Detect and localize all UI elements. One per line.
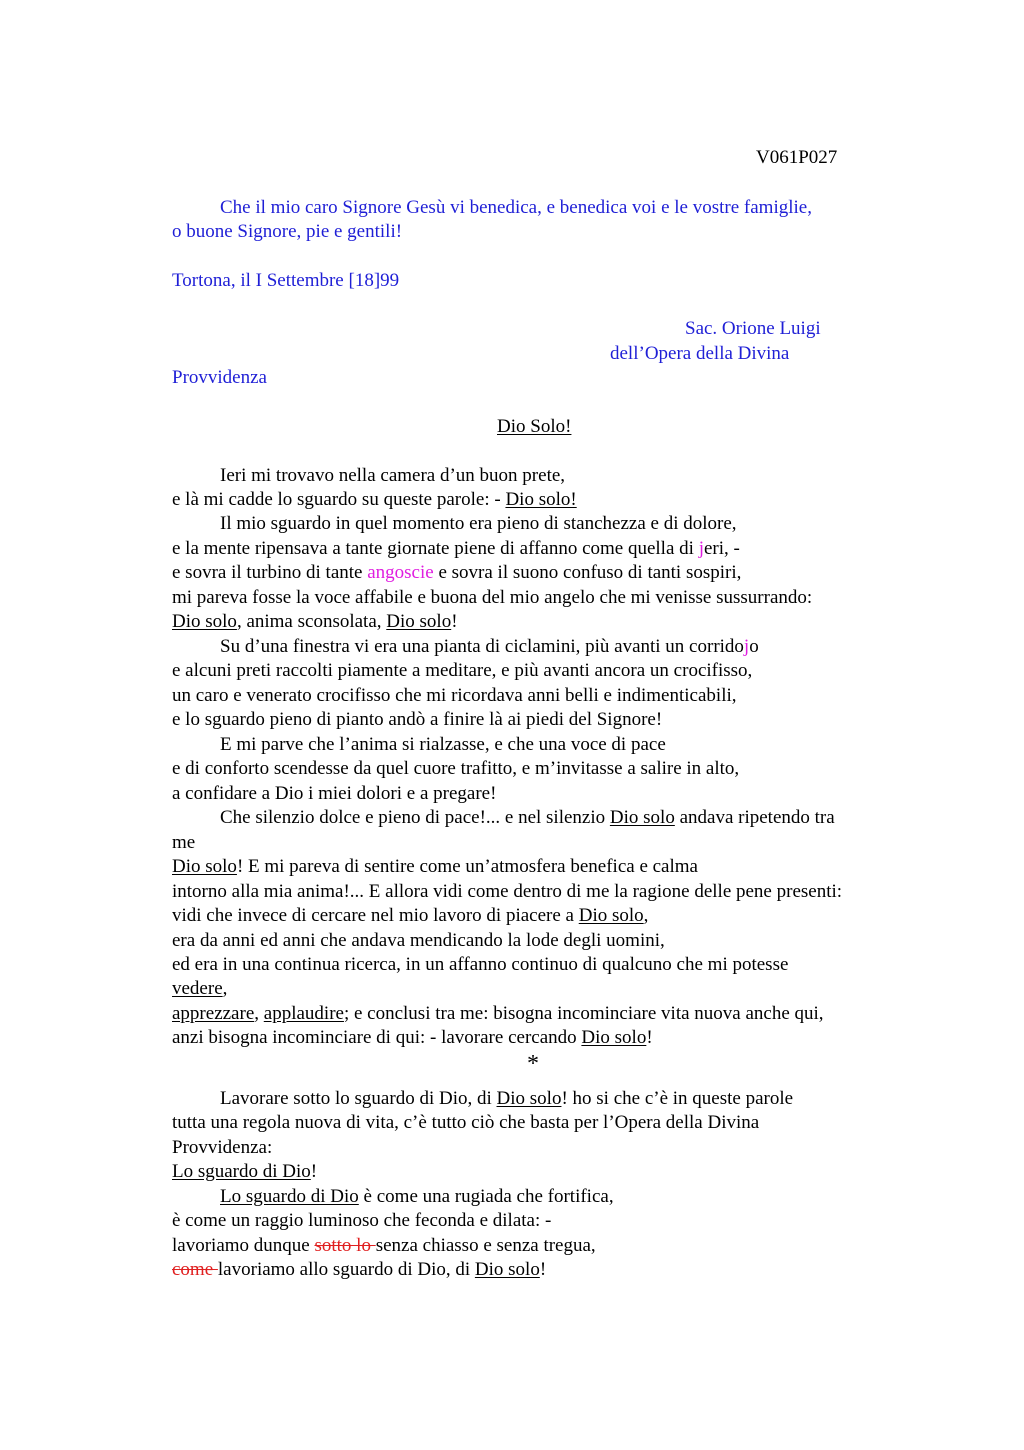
body-line: tutta una regola nuova di vita, c’è tutto ciò che basta per l’Opera della Divina <box>172 1112 760 1133</box>
signature-line-2: dell’Opera della Divina <box>610 343 790 364</box>
body-line: Il mio sguardo in quel momento era pieno di stanchezza e di dolore, <box>220 513 737 534</box>
body-line: Dio solo, anima sconsolata, Dio solo! <box>172 611 458 632</box>
document-id: V061P027 <box>756 147 838 168</box>
body-line: lavoriamo dunque sotto lo senza chiasso e senza tregua, <box>172 1235 596 1256</box>
dateline <box>172 269 399 293</box>
body-line: e lo sguardo pieno di pianto andò a finire là ai piedi del Signore! <box>172 709 663 730</box>
body-line: e alcuni preti raccolti piamente a meditare, e più avanti ancora un crocifisso, <box>172 660 753 681</box>
signature-line-1: Sac. Orione Luigi <box>685 318 821 339</box>
body-line: vedere, <box>172 978 228 999</box>
body-line: era da anni ed anni che andava mendicando la lode degli uomini, <box>172 930 665 951</box>
body-line: me <box>172 832 196 853</box>
body-line: E mi parve che l’anima si rialzasse, e che una voce di pace <box>220 734 666 755</box>
body-line: mi pareva fosse la voce affabile e buona del mio angelo che mi venisse sussurrando: <box>172 587 813 608</box>
body-line: Lo sguardo di Dio è come una rugiada che fortifica, <box>220 1186 614 1207</box>
body-line: Dio solo! E mi pareva di sentire come un’atmosfera benefica e calma <box>172 856 698 877</box>
struck-text: come <box>172 1259 218 1280</box>
signature-line-3: Provvidenza <box>172 367 267 388</box>
body-line: ed era in una continua ricerca, in un affanno continuo di qualcuno che mi potesse <box>172 954 789 975</box>
body-line: Provvidenza: <box>172 1137 273 1158</box>
body-line: come lavoriamo allo sguardo di Dio, di Dio solo! <box>172 1259 547 1280</box>
body-line: intorno alla mia anima!... E allora vidi come dentro di me la ragione delle pene presenti: <box>172 881 843 902</box>
body-line: e la mente ripensava a tante giornate piene di affanno come quella di jeri, - <box>172 538 740 559</box>
body-line: è come un raggio luminoso che feconda e dilata: - <box>172 1210 552 1231</box>
body-line: e là mi cadde lo sguardo su queste parole: - Dio solo! <box>172 489 577 510</box>
body-line: apprezzare, applaudire; e conclusi tra me: bisogna incominciare vita nuova anche qui, <box>172 1003 824 1024</box>
body-line: e di conforto scendesse da quel cuore trafitto, e m’invitasse a salire in alto, <box>172 758 740 779</box>
body-line: Su d’una finestra vi era una pianta di ciclamini, più avanti un corridojo <box>220 636 759 657</box>
dateline-year: ]99 <box>373 270 400 291</box>
body-line: Ieri mi trovavo nella camera d’un buon prete, <box>220 465 566 486</box>
body-line: Lo sguardo di Dio! <box>172 1161 318 1182</box>
body-line: Che silenzio dolce e pieno di pace!... e nel silenzio Dio solo andava ripetendo tra <box>220 807 835 828</box>
struck-text: sotto lo <box>314 1235 376 1256</box>
greeting-line-2: o buone Signore, pie e gentili! <box>172 221 403 242</box>
body-line: anzi bisogna incominciare di qui: - lavorare cercando Dio solo! <box>172 1027 653 1048</box>
section-separator: * <box>527 1051 539 1077</box>
body-line: un caro e venerato crocifisso che mi ricordava anni belli e indimenticabili, <box>172 685 737 706</box>
body-line: e sovra il turbino di tante angoscie e sovra il suono confuso di tanti sospiri, <box>172 562 742 583</box>
body-line: vidi che invece di cercare nel mio lavoro di piacere a Dio solo, <box>172 905 649 926</box>
dateline-place: Tortona, il I Settembre [ <box>172 270 355 291</box>
page-title: Dio Solo! <box>497 416 572 437</box>
greeting-line-1: Che il mio caro Signore Gesù vi benedica, e benedica voi e le vostre famiglie, <box>220 197 812 218</box>
body-line: a confidare a Dio i miei dolori e a pregare! <box>172 783 497 804</box>
dateline-century: 18 <box>354 270 374 291</box>
body-line: Lavorare sotto lo sguardo di Dio, di Dio solo! ho si che c’è in queste parole <box>220 1088 794 1109</box>
